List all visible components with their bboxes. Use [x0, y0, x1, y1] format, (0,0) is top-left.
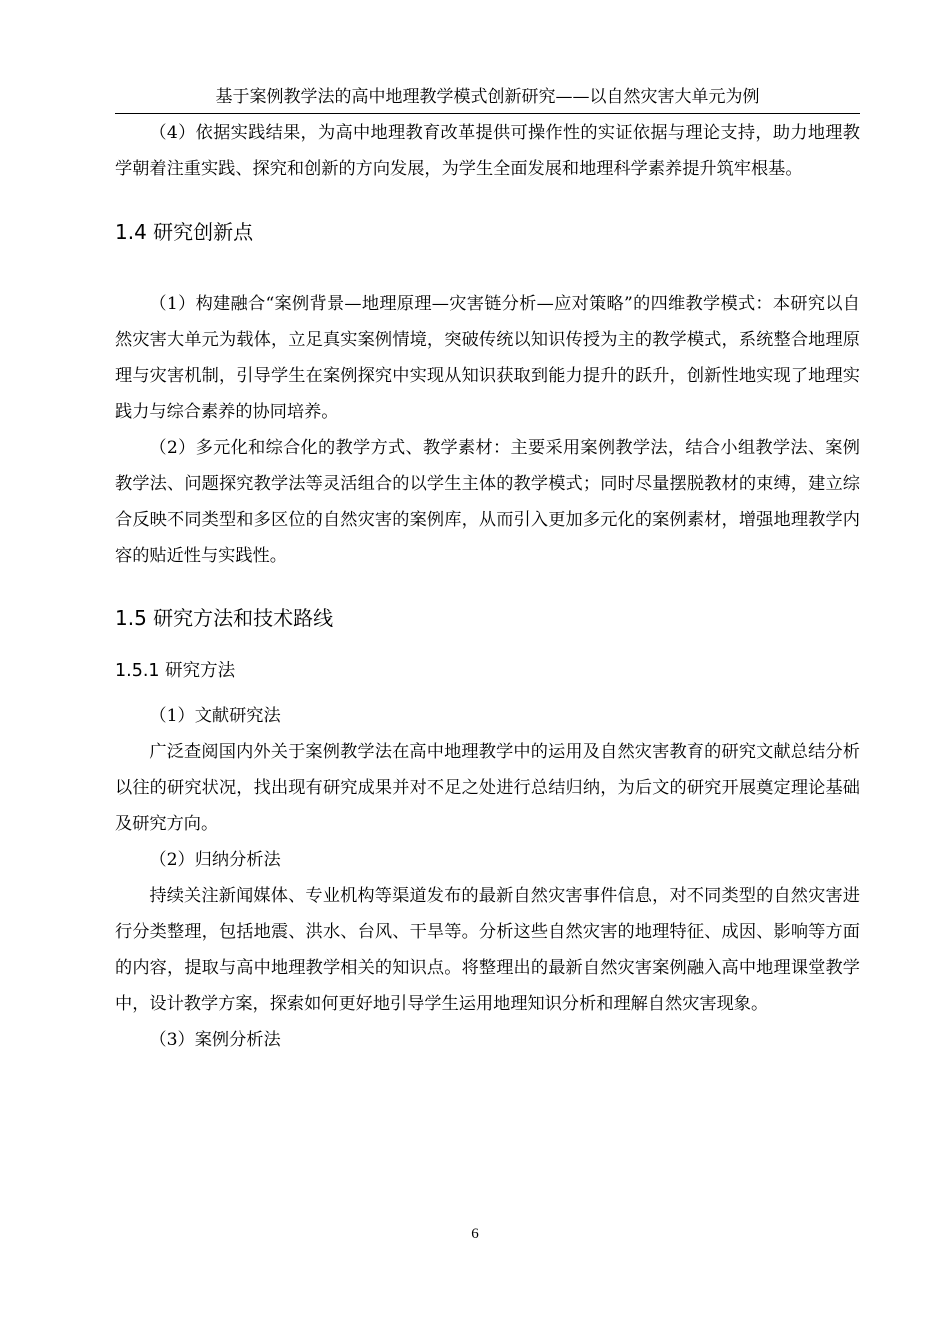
header-rule [115, 113, 860, 114]
section-heading-1-4: 1.4 研究创新点 [115, 220, 254, 244]
subsection-heading-1-5-1: 1.5.1 研究方法 [115, 661, 236, 681]
innovation-point-2: （2）多元化和综合化的教学方式、教学素材：主要采用案例教学法，结合小组教学法、案例教学法、问题探究教学法等灵活组合的以学生主体的教学模式；同时尽量摆脱教材的束缚，建立综合反映不同类型和多区位的自然灾害的案例库，从而引入更加多元化的案例素材，增强地理教学内容的贴近性与实践性。 [115, 438, 860, 566]
method-2-title: （2）归纳分析法 [149, 850, 281, 870]
running-header: 基于案例教学法的高中地理教学模式创新研究——以自然灾害大单元为例 [215, 87, 760, 107]
section-heading-1-5: 1.5 研究方法和技术路线 [115, 606, 334, 630]
method-2-text: 持续关注新闻媒体、专业机构等渠道发布的最新自然灾害事件信息，对不同类型的自然灾害进行分类整理，包括地震、洪水、台风、干旱等。分析这些自然灾害的地理特征、成因、影响等方面的内容，提取与高中地理教学相关的知识点。将整理出的最新自然灾害案例融入高中地理课堂教学中，设计教学方案，探索如何更好地引导学生运用地理知识分析和理解自然灾害现象。 [115, 886, 860, 1014]
page-number: 6 [471, 1226, 479, 1242]
method-1-title: （1）文献研究法 [149, 706, 281, 726]
method-3-title: （3）案例分析法 [149, 1030, 281, 1050]
intro-paragraph: （4）依据实践结果，为高中地理教育改革提供可操作性的实证依据与理论支持，助力地理教学朝着注重实践、探究和创新的方向发展，为学生全面发展和地理科学素养提升筑牢根基。 [115, 123, 860, 179]
page-content [115, 115, 860, 1058]
method-1-text: 广泛查阅国内外关于案例教学法在高中地理教学中的运用及自然灾害教育的研究文献总结分析以往的研究状况，找出现有研究成果并对不足之处进行总结归纳，为后文的研究开展奠定理论基础及研究方向。 [115, 742, 860, 834]
innovation-point-1: （1）构建融合“案例背景—地理原理—灾害链分析—应对策略”的四维教学模式：本研究以自然灾害大单元为载体，立足真实案例情境，突破传统以知识传授为主的教学模式，系统整合地理原理与灾害机制，引导学生在案例探究中实现从知识获取到能力提升的跃升，创新性地实现了地理实践力与综合素养的协同培养。 [115, 294, 860, 422]
